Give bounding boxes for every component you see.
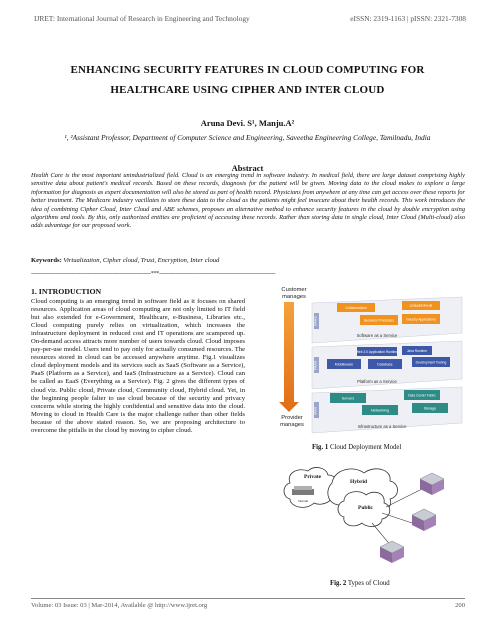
provider-label-2: manages	[280, 422, 304, 428]
paas-box-label: Java Runtime	[406, 349, 428, 353]
cloud-deployment-diagram	[262, 285, 467, 435]
figure-1-caption-text: Cloud Deployment Model	[328, 444, 402, 451]
authors: Aruna Devi. S¹, Manju.A²	[200, 118, 295, 128]
abstract-text: Health Care is the most important unindustrialized field. Cloud is an emerging trend in software industry. In medical field, there are large dataset comprising highly sensitive data about patient's medical records. Based on these records, diagnosis for the patient will be given. Moving data to the cloud makes to explore a large information for diagnosis as expert documentation will also be stored as part of health record. Physicians from anywhere at any time can get access over these reports for better treatment. The Medicare industry vacillates to store these data to the cloud as the patients might feel insecure about their health records. This work introduces the idea of combining Cipher Cloud, Inter Cloud and ABE schemes, proposes an alternative method to enhance security features in the cloud by double encryption using algorithms and tools. By this, only authorized entities are proficient of accessing these records. Rather than storing data in single cloud, Inter Cloud (Multi-cloud) also adds advantage for our proposed work.	[31, 172, 465, 230]
public-label: Public	[358, 505, 373, 511]
iaas-box-label: Data Center Fabric	[408, 393, 436, 398]
intro-text: Cloud computing is an emerging trend in software field as it focuses on shared resources. Application areas of cloud computing are not only limited to IT field but also extended for e-Government, Healthcare, e-Business, Libraries etc., Cloud computing purely relies on virtualization, which increases the infrastructure deployment in reduced cost and IT operations are scampered up. On-demand access attracts more number of users towards cloud. Cloud imposes pay-per-use model. Users tend to pay only for actually consumed resources. The resources stored in cloud can be accessed anywhere anytime. Fig.1 visualizes cloud deployment models and its services such as SaaS (Software as a Service), PaaS (Platform as a Service), and IaaS (Infrastructure as a Service). Cloud can be called as EaaS (Everything as a Service). Fig. 2 gives the different types of cloud viz. Public cloud, Private cloud, Community cloud, Hybrid cloud. Yet, in the beginning people falter to use cloud because of the security and privacy concerns while storing the highly confidential and sensitive data into the cloud. Moving to cloud in Health Care is the major challenge rather than other fields because of the above stated reason. So, we are proposing architecture to overcome the pitfalls in the cloud by moving to cipher cloud.	[31, 298, 245, 434]
iaas-box-label: Storage	[423, 406, 437, 411]
paas-footer: Platform as a Service	[357, 379, 397, 384]
paper-title-line1: ENHANCING SECURITY FEATURES IN CLOUD COMPUTING FOR	[70, 64, 425, 76]
iaas-box-label: Networking	[371, 408, 389, 413]
keywords-label: Keywords:	[31, 257, 62, 264]
saas-footer: Software as a Service	[356, 333, 398, 338]
keywords-list: Virtualization, Cipher cloud, Trust, Encryption, Inter cloud	[61, 257, 220, 264]
responsibility-arrow-head	[279, 402, 299, 412]
figure-1-caption	[312, 444, 401, 451]
paas-box-label: Web 2.0 Application Runtime	[355, 350, 399, 354]
provider-label-1: Provider	[281, 415, 303, 421]
paper-title-line2: HEALTHCARE USING CIPHER AND INTER CLOUD	[110, 84, 385, 96]
paas-box-label: Middleware	[334, 362, 354, 367]
affiliation: ¹, ²Assistant Professor, Department of Computer Science and Engineering, Saveetha Engineering College, Tamilnadu, India	[64, 133, 431, 142]
building-icon	[420, 473, 444, 495]
private-label: Private	[304, 474, 322, 480]
page-number: 200	[455, 602, 465, 609]
figure-2-caption-text: Types of Cloud	[346, 580, 390, 587]
iaas-layer	[312, 387, 462, 433]
saas-box-label: Business Processes	[364, 318, 394, 323]
hybrid-label: Hybrid	[350, 479, 368, 485]
section-heading: 1. INTRODUCTION	[31, 287, 102, 296]
page-footer	[31, 598, 465, 609]
cloud-types-diagram	[282, 463, 450, 575]
paas-box-label: Development Tooling	[415, 360, 447, 365]
iaas-footer: Infrastructure as a Service	[357, 424, 407, 429]
section-separator: --------------------------------------------------------------------***------------------------------------------------------------------	[31, 270, 276, 277]
figure-1-label: Fig. 1	[312, 444, 329, 451]
paas-side-label: PAAS	[313, 360, 318, 370]
responsibility-arrow-shaft	[284, 302, 294, 404]
saas-box-label: CRM/ERP/HR	[409, 304, 433, 308]
journal-name: IJRET: International Journal of Research in Engineering and Technology	[34, 14, 250, 23]
customer-label-2: manages	[282, 294, 306, 300]
building-icon	[380, 541, 404, 563]
figure-2-caption	[330, 580, 390, 587]
paas-layer	[312, 341, 462, 389]
paas-box-label: Database	[377, 362, 393, 367]
issn: eISSN: 2319-1163 | pISSN: 2321-7308	[350, 14, 466, 23]
customer-label-1: Customer	[281, 287, 307, 293]
iaas-box-label: Servers	[341, 396, 355, 401]
internal-label: Internal	[297, 499, 309, 503]
connector-line	[382, 513, 412, 523]
figure-2-label: Fig. 2	[330, 580, 347, 587]
saas-layer	[312, 297, 462, 343]
saas-box-label: Collaboration	[345, 306, 367, 310]
saas-box-label: Industry Applications	[405, 317, 437, 322]
footer-volume-info: Volume: 03 Issue: 03 | Mar-2014, Available @ http://www.ijret.org	[31, 602, 208, 609]
abstract-heading: Abstract	[231, 163, 264, 173]
iaas-side-label: IAAS	[313, 406, 318, 415]
keywords	[31, 257, 465, 264]
saas-side-label: SAAS	[313, 316, 318, 326]
building-icon	[412, 509, 436, 531]
